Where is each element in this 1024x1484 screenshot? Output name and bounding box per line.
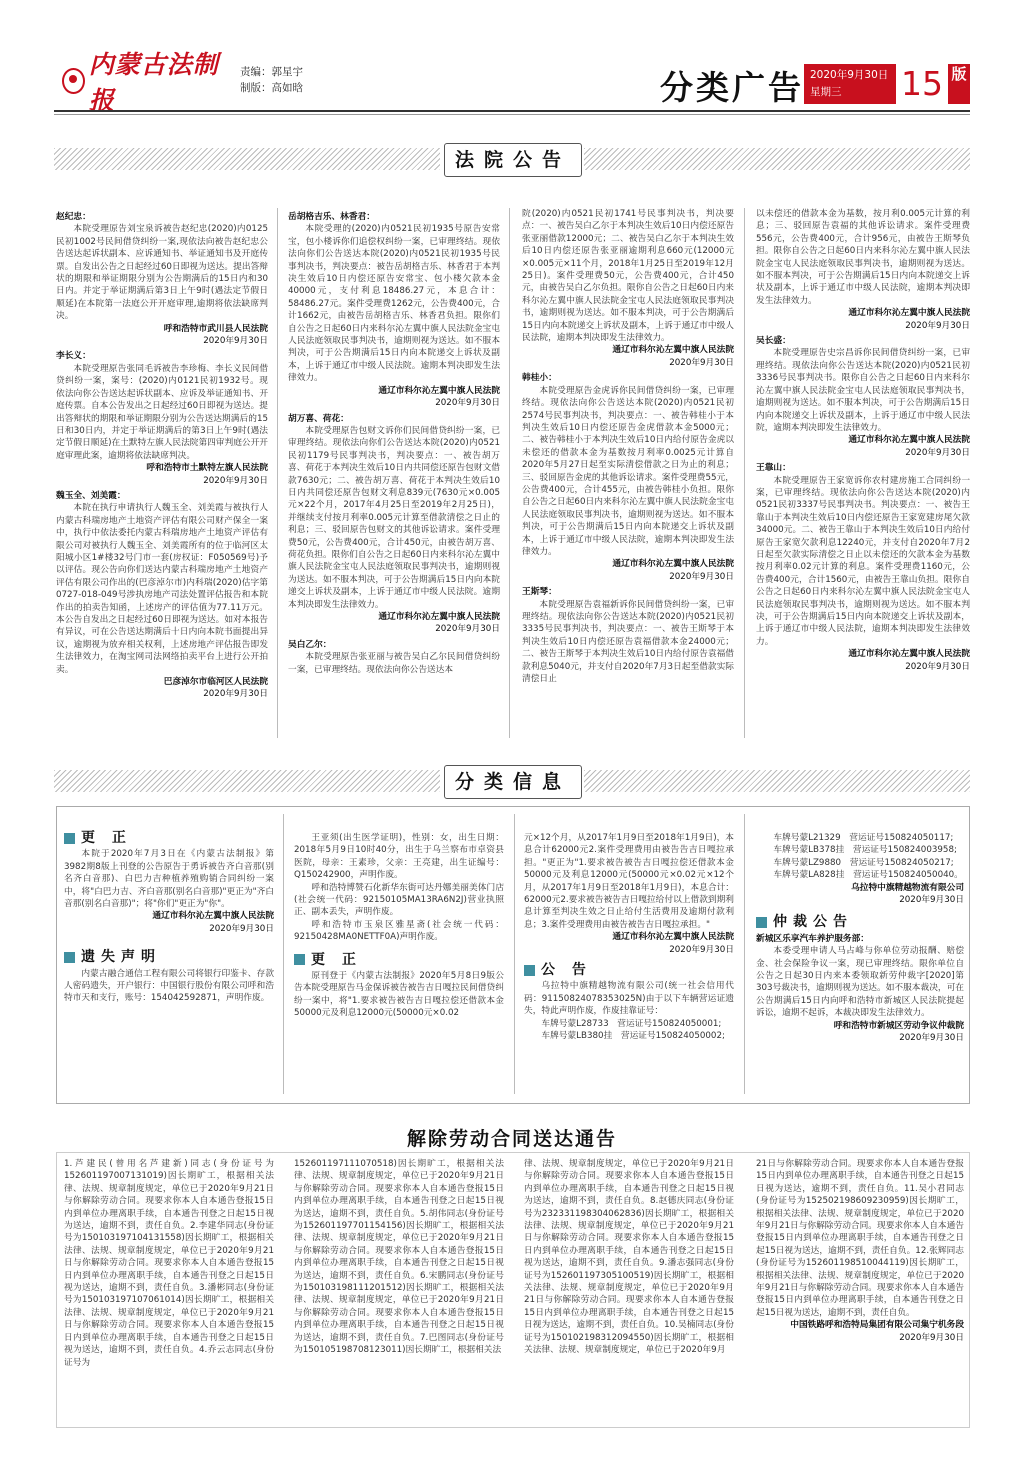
editor-credits [240, 64, 303, 96]
notice-body: 本院受理的(2020)内0521民初1935号原告安常宝，包小楼诉你们追偿权纠纷一案，已审理终结。现依法向你们公告送达本院(2020)内0521民初1935号民事判决书，判决要点：被告岳胡格吉乐、林香君于本判决生效后10日内偿还原告安常宝、包小楼欠款本金40000元，支付利息18486.27元，本息合计：58486.27元。案件受理费1262元，公告费400元，合计1662元，由被告岳胡格吉乐、林香君负担。限你们自公告之日起60日内来科尔沁左翼中旗人民法院金宝屯人民法庭领取民事判决书，逾期则视为送达。如不服本判决，可于公告期满后15日内向本院递交上诉状及副本，上诉于通辽市中级人民法院。逾期本判决即发生法律效力。 [288, 224, 500, 384]
correction-body: 元×12个月，从2017年1月9日至2018年1月9日)，本息合计62000元2.案件受理费用由被告告吉日嘎拉承担。"更正为"1.要求被告被告吉日嘎拉偿还借款本金50000元及利息12000元(50000元×0.02元×12个月，从2017年1月9日至2018年1月9日)，本息合计：62000元2.要求被告被告吉日嘎拉给付以上借款到期利息计算至判决生效之日止给付生活费用及逾期付款利息；3.案件受理费用由被告被告吉日嘎拉承担。" [524, 833, 734, 930]
banner-hatch-right [584, 148, 970, 170]
notice-company: 中国铁路呼和浩特局集团有限公司集宁机务段 [790, 1320, 964, 1331]
notice-date: 2020年9月30日 [899, 895, 964, 906]
vehicle-line: 车牌号蒙LB378挂 营运证号150824003958; [773, 845, 957, 856]
labor-notice-title: 解除劳动合同送达通告 [406, 1128, 617, 1150]
notice-date: 2020年9月30日 [669, 357, 734, 368]
notice-date: 2020年9月30日 [209, 923, 274, 934]
notice-body: 本院受理原告刘宝泉诉被告赵纪忠(2020)内0125民初1002号民间借贷纠纷一案,现依法向被告赵纪忠公告送达起诉状副本、应诉通知书、举证通知书及开庭传票。自发出公告之日起经过60日即视为送达。提出答辩状的期限和举证期限分别为公告期满后的15日内和30日内。并定于举证期满后第3日上午9时(遇法定节假日顺延)在本院第一法庭公开开庭审理,逾期将依法缺席判决。 [56, 224, 268, 322]
labor-notice-body: 21日与你解除劳动合同。现要求你本人自本通告登报15日内到单位办理离职手续，自本通告刊登之日起15日视为送达，逾期不到，责任自负。11.吴小君同志(身份证号为152502198609230959)因长期旷工，根据相关法律、法规、规章制度规定，单位已于2020年9月21日与你解除劳动合同。现要求你本人自本通告登报15日内到单位办理离职手续，自本通告刊登之日起15日视为送达，逾期不到，责任自负。12.张辉同志(身份证号为152601198510044119)因长期旷工，根据相关法律、法规、规章制度规定，单位已于2020年9月21日与你解除劳动合同。现要求你本人自本通告登报15日内到单位办理离职手续，自本通告刊登之日起15日视为送达，逾期不到，责任自负。 [756, 1159, 964, 1318]
lost-statement-body: 呼和浩特博赞石化新华东街可达丹娜美丽美体门店(社会统一代码：92150105MA13RA6N2J)营业执照正、副本丢失，声明作废。 [294, 882, 504, 918]
court-notice-banner: 法院公告 [444, 143, 582, 177]
issue-weekday: 星期三 [810, 86, 842, 98]
column-divider [744, 814, 745, 1094]
notice-recipient: 韩桂小： [522, 373, 557, 384]
notice-body: 本院受理原告张同毛诉被告李珍梅、李长义民间借贷纠纷一案，案号：(2020)内0121民初1932号。现依法向你公告送达起诉状副本、应诉及举证通知书、开庭传票。自本公告发出之日起经过60日即视为送达。提出答辩状的期限和举证期限分别为公告送达期满后的15日和30日内，并定于举证期满后的第3日上午9时(遇法定节假日顺延)在土默特左旗人民法院第四审判庭公开开庭审理此案，逾期将依法缺席判决。 [56, 363, 268, 461]
issue-date-box [804, 64, 896, 104]
square-bullet-icon [524, 965, 535, 976]
notice-date: 2020年9月30日 [669, 944, 734, 955]
column-divider [744, 208, 745, 738]
labor-column-3 [524, 1158, 734, 1422]
notice-company: 乌拉特中旗精越物流有限公司 [851, 882, 964, 893]
square-bullet-icon [756, 917, 767, 928]
notice-court: 通辽市科尔沁左翼中旗人民法院 [848, 649, 970, 660]
lost-statement-body: 王亚须(出生医学证明)，性别：女，出生日期：2018年5月9日10时40分，出生于乌兰察布市卓资县医院，母亲：王素珍，父亲：王亮建，出生证编号：Q150242900，声明作废。 [294, 833, 504, 881]
classified-column-1 [64, 830, 274, 1098]
notice-date: 2020年9月30日 [905, 447, 970, 458]
section-title: 分类广告 [660, 68, 804, 107]
correction-body: 本院于2020年7月3日在《内蒙古法制报》第3982期8版上刊登的公告原告于勇诉被告齐白音那(别名齐白音那)、白巴力吉种植养殖购销合同纠纷一案中，将"白巴力吉、齐白音那(别名白音那)"更正为"齐白音那(别名白音那)"；将"你们"更正为"你"。 [64, 849, 274, 910]
square-bullet-icon [64, 833, 75, 844]
notice-recipient: 新城区乐享汽车养护服务部： [756, 933, 869, 944]
page-ban-label: 版 [948, 64, 970, 104]
notice-date: 2020年9月30日 [435, 624, 500, 635]
notice-court: 通辽市科尔沁左翼中旗人民法院 [848, 308, 970, 319]
notice-body: 以未偿还的借款本金为基数，按月利0.005元计算的利息；三、驳回原告袁福的其他诉讼请求。案件受理费556元，公告费400元，合计956元，由被告王斯琴负担。限你自公告之日起60日内来科尔沁左翼中旗人民法院金宝屯人民法庭领取民事判决书，逾期则视为送达。如不服本判决，可于公告期满后15日内向本院递交上诉状及副本，上诉于通辽市中级人民法院，逾期本判决即发生法律效力。 [756, 209, 970, 306]
notice-recipient: 王靠山： [756, 463, 791, 474]
court-column-4 [756, 208, 970, 740]
column-divider [277, 208, 278, 738]
classified-column-2 [294, 832, 504, 1098]
lost-statement-body: 呼和浩特市玉泉区雅星斋(社会统一代码：92150428MA0NETTF0A)声明作废。 [294, 919, 504, 943]
court-column-1 [56, 208, 268, 740]
square-bullet-icon [294, 954, 305, 965]
notice-recipient: 吴长盛： [756, 336, 791, 347]
producer-name: 制版：高如晗 [240, 82, 303, 94]
vehicle-line: 车牌号蒙LZ9880 营运证号150824050217; [773, 857, 954, 868]
court-column-3 [522, 208, 734, 740]
notice-recipient: 岳胡格吉乐、林香君： [288, 212, 375, 222]
notice-date: 2020年9月30日 [899, 1033, 964, 1044]
vehicle-line: 车牌号蒙LB380挂 营运证号150824050002; [541, 1031, 725, 1042]
notice-recipient: 王斯琴： [522, 587, 557, 598]
announcement-body: 乌拉特中旗精越物流有限公司(统一社会信用代码：91150824078353025N)由于以下车辆营运证遗失，特此声明作废，作废挂靠证号： [524, 981, 734, 1017]
notice-recipient: 李长义： [56, 351, 91, 362]
page-number: 15 [901, 64, 943, 103]
notice-body: 本院受理原告王家宽诉你农村建房施工合同纠纷一案，已审理终结。现依法向你公告送达本院(2020)内0521民初3337号民事判决书。判决要点：一、被告王靠山于本判决生效后10日内偿还原告王家宽建房尾欠款34000元。二、被告王靠山于本判决生效后10日内给付原告王家宽欠款利息12240元，并支付自2020年7月2日起至欠款实际清偿之日止以未偿还的欠款本金为基数按月利率0.02元计算的利息。案件受理费1160元，公告费400元，合计1560元，由被告王靠山负担。限你自公告之日起60日内来科尔沁左翼中旗人民法院金宝屯人民法庭领取民事判决书，逾期则视为送达。如不服本判决，可于公告期满后15日内向本院递交上诉状及副本，上诉于通辽市中级人民法院，逾期本判决即发生法律效力。 [756, 475, 970, 647]
notice-court: 通辽市科尔沁左翼中旗人民法院 [612, 932, 734, 943]
notice-date: 2020年9月30日 [669, 571, 734, 582]
correction-heading: 更 正 [64, 832, 274, 844]
notice-body: 本院受理原告张亚丽与被告吴白乙尔民间借贷纠纷一案，已审理终结。现依法向你公告送达本 [288, 652, 500, 675]
lost-statement-body: 内蒙古融合通信工程有限公司将银行印鉴卡、存款人密码遗失，开户银行：中国银行股份有限公司呼和浩特市天和支行，账号：154042592871，声明作废。 [64, 968, 274, 1004]
notice-court: 巴彦淖尔市临河区人民法院 [163, 677, 268, 688]
notice-date: 2020年9月30日 [905, 320, 970, 331]
notice-court: 通辽市科尔沁左翼中旗人民法院 [612, 345, 734, 356]
notice-court: 通辽市科尔沁左翼中旗人民法院 [378, 385, 500, 396]
notice-recipient: 吴白乙尔： [288, 639, 332, 650]
arbitration-heading: 仲裁公告 [756, 916, 964, 928]
notice-date: 2020年9月30日 [203, 336, 268, 347]
court-column-2 [288, 208, 500, 740]
labor-column-1 [64, 1158, 274, 1422]
banner-hatch-right [584, 770, 970, 792]
notice-body: 本院受理原告史宗昌诉你民间借贷纠纷一案，已审理终结。现依法向你公告送达本院(2020)内0521民初3336号民事判决书。限你自公告之日起60日内来科尔沁左翼中旗人民法院金宝屯人民法庭领取民事判决书，逾期则视为送达。如不服本判决，可于公告期满后15日内向本院递交上诉状及副本，上诉于通辽市中级人民法院，逾期本判决即发生法律效力。 [756, 348, 970, 433]
lost-statement-heading: 遗失声明 [64, 951, 274, 963]
masthead: 内蒙古法制报 [62, 62, 222, 100]
notice-date: 2020年9月30日 [435, 398, 500, 409]
vehicle-line: 车牌号蒙LA828挂 营运证号150824050040。 [773, 870, 963, 881]
classified-column-3 [524, 832, 734, 1098]
notice-recipient: 胡万喜、荷花： [288, 413, 349, 424]
notice-body: 本院受理原告金虎诉你民间借贷纠纷一案，已审理终结。现依法向你公告送达本院(2020)内0521民初2574号民事判决书，判决要点：一、被告韩桂小于本判决生效后10日内偿还原告金虎借款本金5000元；二、被告韩桂小于本判决生效后10日内给付原告金虎以未偿还的借款本金为基数按月利率0.0025元计算自2020年5月27日起至实际清偿借款之日为止的利息；三、驳回原告金虎的其他诉讼请求。案件受理费55元，公告费400元，合计455元，由被告韩桂小负担。限你自公告之日起60日内来科尔沁左翼中旗人民法院金宝屯人民法庭领取民事判决书，逾期则视为送达。如不服本判决，可于公告期满后15日内向本院递交上诉状及副本，上诉于通辽市中级人民法院，逾期本判决即发生法律效力。 [522, 385, 734, 557]
emblem-icon [62, 68, 85, 94]
editor-name: 责编：郭星宇 [240, 66, 303, 78]
vehicle-line: 车牌号蒙L28733 营运证号150824050001; [541, 1018, 722, 1029]
notice-court: 通辽市科尔沁左翼中旗人民法院 [152, 911, 274, 922]
notice-body: 本院受理原告包财文诉你们民间借贷纠纷一案，已审理终结。现依法向你们公告送达本院(2020)内0521民初1179号民事判决书，判决要点：一、被告胡万喜、荷花于本判决生效后10日内共同偿还原告包财文借款7630元；二、被告胡万喜、荷花于本判决生效后10日内共同偿还原告包财文利息839元(7630元×0.005元×22个月，2017年4月25日至2019年2月25日)，并继续支付按月利率0.005元计算至借款清偿之日止的利息；三、驳回原告包财文的其他诉讼请求。案件受理费50元，公告费400元，合计450元，由被告胡万喜、荷花负担。限你们自公告之日起60日内来科尔沁左翼中旗人民法院金宝屯人民法庭领取民事判决书，逾期则视为送达。如不服本判决，可于公告期满后15日内向本院递交上诉状及副本，上诉于通辽市中级人民法院。逾期本判决即发生法律效力。 [288, 425, 500, 610]
column-divider [509, 208, 510, 738]
labor-column-4 [756, 1158, 964, 1422]
notice-recipient: 赵纪忠： [56, 212, 91, 222]
notice-date: 2020年9月30日 [905, 661, 970, 672]
arbitration-body: 本委受理申请人马占峰与你单位劳动报酬、赔偿金、社会保险争议一案，现已审理终结。限你单位自公告之日起30日内来本委领取新劳仲裁字[2020]第303号裁决书，逾期则视为送达。如不服本裁决，可在公告期满后15日内向呼和浩特市新城区人民法院提起诉讼，逾期不起诉，本裁决即发生法律效力。 [756, 946, 964, 1019]
notice-court: 通辽市科尔沁左翼中旗人民法院 [848, 435, 970, 446]
notice-date: 2020年9月30日 [203, 475, 268, 486]
correction-body: 原刊登于《内蒙古法制报》2020年5月8日9版公告本院受理原告马金保诉被告被告吉日嘎拉民间借贷纠纷一案中，将"1.要求被告被告吉日嘎拉偿还借款本金50000元及利息12000元(50000元×0.02 [294, 971, 504, 1019]
notice-court: 呼和浩特市武川县人民法院 [163, 323, 268, 334]
notice-date: 2020年9月30日 [203, 689, 268, 700]
banner-hatch-left [54, 148, 440, 170]
notice-recipient: 魏玉全、刘美霞： [56, 490, 126, 501]
column-divider [283, 814, 284, 1094]
notice-body: 本院受理原告袁福新诉你民间借贷纠纷一案，已审理终结。现依法向你公告送达本院(2020)内0521民初3335号民事判决书，判决要点：一、被告王斯琴于本判决生效后10日内偿还原告袁福借款本金24000元；二、被告王斯琴于本判决生效后10日内给付原告袁福借款利息5040元，并支付自2020年7月3日起至借款实际清偿日止 [522, 599, 734, 685]
labor-notice-body: 律、法规、规章制度规定，单位已于2020年9月21日与你解除劳动合同。现要求你本人自本通告登报15日内到单位办理离职手续，自本通告刊登之日起15日视为送达，逾期不到，责任自负。8.赵德庆同志(身份证号为232331198304062836)因长期旷工，根据相关法律、法规、规章制度规定，单位已于2020年9月21日与你解除劳动合同。现要求你本人自本通告登报15日内到单位办理离职手续，自本通告刊登之日起15日视为送达，逾期不到，责任自负。9.潘志强同志(身份证号为152601197305100519)因长期旷工，根据相关法律、法规、规章制度规定，单位已于2020年9月21日与你解除劳动合同。现要求你本人自本通告登报15日内到单位办理离职手续，自本通告刊登之日起15日视为送达，逾期不到，责任自负。10.吴楠同志(身份证号为150102198312094550)因长期旷工，根据相关法律、法规、规章制度规定，单位已于2020年9月 [524, 1159, 734, 1356]
notice-court: 通辽市科尔沁左翼中旗人民法院 [378, 612, 500, 622]
notice-court: 呼和浩特市土默特左旗人民法院 [146, 463, 268, 474]
column-divider [514, 814, 515, 1094]
header-rule-thin [54, 114, 970, 115]
notice-court: 呼和浩特市新城区劳动争议仲裁院 [833, 1020, 964, 1031]
banner-hatch-left [54, 770, 440, 792]
correction-heading: 更 正 [294, 954, 504, 966]
announcement-heading: 公 告 [524, 964, 734, 976]
square-bullet-icon [64, 952, 75, 963]
labor-notice-body: 152601197111070518)因长期旷工，根据相关法律、法规、规章制度规定，单位已于2020年9月21日与你解除劳动合同。现要求你本人自本通告登报15日内到单位办理离职手续，自本通告刊登之日起15日视为送达，逾期不到，责任自负。5.胡伟同志(身份证号为152601197701154156)因长期旷工，根据相关法律、法规、规章制度规定，单位已于2020年9月21日与你解除劳动合同。现要求你本人自本通告登报15日内到单位办理离职手续，自本通告刊登之日起15日视为送达，逾期不到，责任自负。6.宋鹏同志(身份证号为150103198111201512)因长期旷工，根据相关法律、法规、规章制度规定，单位已于2020年9月21日与你解除劳动合同。现要求你本人自本通告登报15日内到单位办理离职手续，自本通告刊登之日起15日视为送达，逾期不到，责任自负。7.巴图同志(身份证号为150105198708123011)因长期旷工，根据相关法 [294, 1159, 504, 1356]
notice-body: 本院在执行申请执行人魏玉全、刘美霞与被执行人内蒙古科瑞房地产土地资产评估有限公司财产保全一案中，执行中依法委托内蒙古科瑞房地产土地资产评估有限公司对被执行人魏玉全、刘美霞所有的位于临河区太阳城小区1#楼32号门市一套(房权证：F050569号)予以评估。现公告向你们送达内蒙古科瑞房地产土地资产评估有限公司作出的(巴彦淖尔市)内科瑞(2020)估字第0727-018-049号涉执房地产司法处置评估报告和本院作出的拍卖告知函，上述房产的评估值为77.11万元。本公告自发出之日起经过60日即视为送达。如对本报告有异议，可在公告送达期满后十日内向本院书面提出异议，逾期视为放弃相关权利，上述房地产评估报告即发生法律效力，在淘宝网司法网络拍卖平台上进行公开拍卖。 [56, 503, 268, 675]
classified-info-banner: 分类信息 [444, 765, 582, 799]
notice-body: 院(2020)内0521民初1741号民事判决书，判决要点：一、被告吴白乙尔于本判决生效后10日内偿还原告张亚丽借款12000元；二、被告吴白乙尔于本判决生效后10日内偿还原告张亚丽逾期利息660元(12000元×0.005元×11个月，2018年1月25日至2019年12月25日)。案件受理费50元，公告费400元，合计450元，由被告吴白乙尔负担。限你自公告之日起60日内来科尔沁左翼中旗人民法院金宝屯人民法庭领取民事判决书，逾期则视为送达。如不服本判决，可于公告期满后15日内向本院递交上诉状及副本，上诉于通辽市中级人民法院，逾期本判决即发生法律效力。 [522, 209, 734, 344]
labor-column-2 [294, 1158, 504, 1422]
classified-column-4 [756, 832, 964, 1098]
vehicle-line: 车牌号蒙L21329 营运证号150824050117; [773, 833, 954, 843]
issue-date: 2020年9月30日 [810, 69, 889, 81]
notice-court: 通辽市科尔沁左翼中旗人民法院 [612, 559, 734, 570]
header-rule [54, 110, 970, 112]
labor-notice-body: 1.芦建民(曾用名芦建新)同志(身份证号为152601197007131019)因长期旷工，根据相关法律、法规、规章制度规定，单位已于2020年9月21日与你解除劳动合同。现要求你本人自本通告登报15日内到单位办理离职手续，自本通告刊登之日起15日视为送达，逾期不到，责任自负。2.李建华同志(身份证号为150103197104131558)因长期旷工，根据相关法律、法规、规章制度规定，单位已于2020年9月21日与你解除劳动合同。现要求你本人自本通告登报15日内到单位办理离职手续，自本通告刊登之日起15日视为送达，逾期不到，责任自负。3.潘彬同志(身份证号为150103197107061014)因长期旷工，根据相关法律、法规、规章制度规定，单位已于2020年9月21日与你解除劳动合同。现要求你本人自本通告登报15日内到单位办理离职手续，自本通告刊登之日起15日视为送达，逾期不到，责任自负。4.乔云志同志(身份证号为 [64, 1159, 274, 1368]
notice-date: 2020年9月30日 [899, 1332, 964, 1343]
